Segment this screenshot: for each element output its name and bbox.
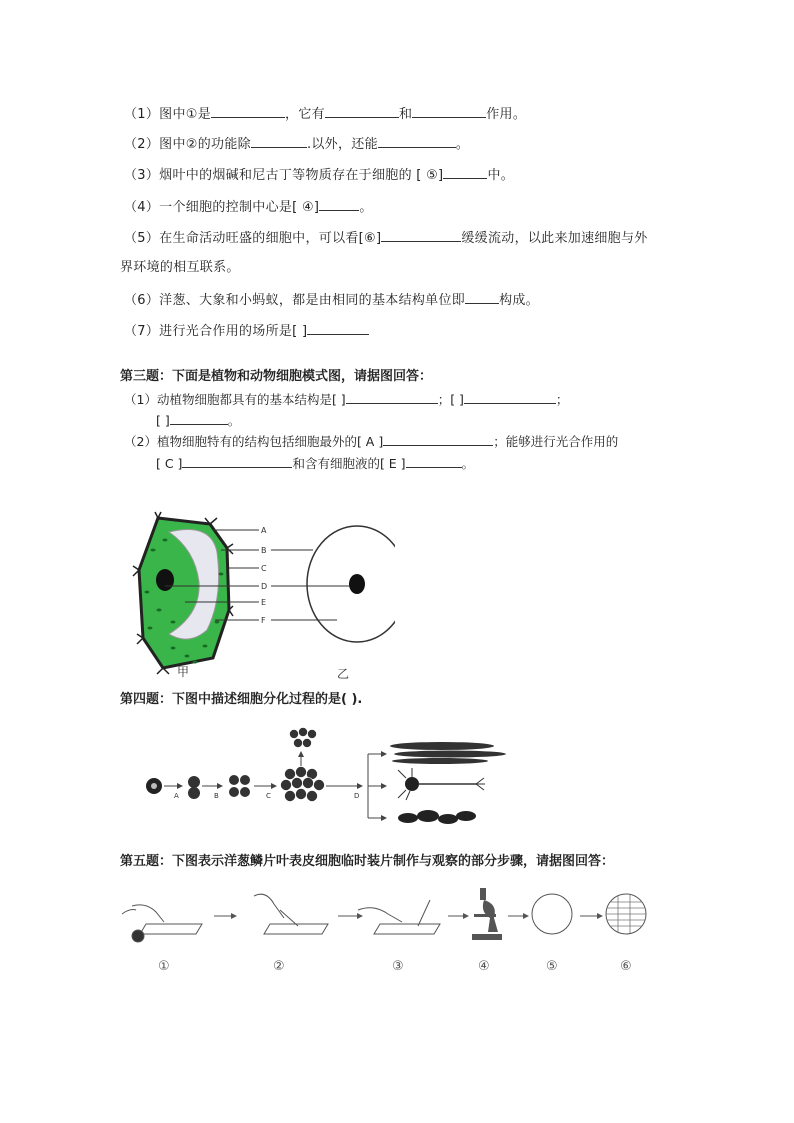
step-label-2: ②	[273, 959, 285, 974]
step-label-4: ④	[478, 959, 490, 974]
answer-blank[interactable]	[211, 103, 285, 118]
caption-animal: 乙	[337, 667, 350, 681]
q-text: 。	[227, 413, 241, 428]
answer-blank[interactable]	[170, 410, 228, 425]
answer-blank[interactable]	[443, 164, 487, 179]
step-label-3: ③	[392, 959, 404, 974]
cell-diagram	[125, 510, 395, 685]
q-text: （3）烟叶中的烟碱和尼古丁等物质存在于细胞的 [ ⑤]	[124, 168, 444, 183]
figure-label-f: F	[261, 616, 266, 625]
single-cell	[146, 778, 162, 794]
blank-view-circle	[532, 894, 572, 934]
q-text: ；[ ]	[437, 392, 464, 407]
question-2-3	[124, 164, 514, 186]
q-text: 和	[398, 107, 413, 122]
figure-label-c: C	[261, 564, 267, 573]
answer-blank[interactable]	[307, 320, 369, 335]
q-text: 。	[461, 456, 475, 471]
two-cells	[188, 776, 200, 799]
q-text: （7）进行光合作用的场所是[ ]	[124, 324, 308, 339]
q-text: 缓缓流动，以此来加速细胞与外	[461, 231, 648, 246]
question-3-2	[124, 431, 618, 451]
step-label-5: ⑤	[546, 959, 558, 974]
question-2-5	[124, 227, 648, 249]
epithelial-tissue	[398, 810, 476, 824]
question-2-2	[124, 133, 469, 155]
branching-bracket	[368, 754, 386, 818]
answer-blank[interactable]	[251, 133, 307, 148]
arrow-label-d: D	[354, 792, 360, 800]
answer-blank[interactable]	[412, 103, 486, 118]
answer-blank[interactable]	[378, 133, 456, 148]
q-text: 构成。	[499, 293, 539, 308]
four-cells	[229, 775, 250, 797]
question-3-1-cont	[156, 410, 240, 430]
arrow-label-c: C	[266, 792, 271, 800]
microscope-icon	[472, 888, 502, 940]
q-text: ；	[555, 392, 569, 407]
step-2-figure	[254, 894, 328, 934]
q-text: 。	[359, 200, 373, 215]
q-text: 。	[455, 137, 470, 152]
animal-nucleus	[349, 574, 365, 594]
answer-blank[interactable]	[381, 227, 461, 242]
figure-label-a: A	[261, 526, 267, 535]
cell-view-circle	[606, 894, 646, 934]
answer-blank[interactable]	[325, 103, 399, 118]
q-text: （4）一个细胞的控制中心是[ ④]	[124, 200, 320, 215]
q-text: （5）在生命活动旺盛的细胞中，可以看[⑥]	[124, 231, 382, 246]
question-2-5-cont	[120, 258, 240, 278]
q-text: （1）图中①是	[124, 107, 212, 122]
answer-blank[interactable]	[346, 389, 438, 404]
figure-label-d: D	[261, 582, 268, 591]
answer-blank[interactable]	[319, 196, 359, 211]
slide-preparation-steps	[118, 884, 678, 976]
muscle-tissue	[390, 742, 506, 764]
question-3-2-cont	[156, 453, 474, 473]
q-text: （2）植物细胞特有的结构包括细胞最外的[ A ]	[124, 434, 384, 449]
answer-blank[interactable]	[464, 389, 556, 404]
question-2-4	[124, 196, 373, 218]
answer-blank[interactable]	[383, 431, 493, 446]
figure-label-e: E	[261, 598, 267, 607]
q-text: .	[306, 137, 312, 152]
cell-cluster	[281, 767, 325, 802]
q-text: ；能够进行光合作用的	[493, 434, 619, 449]
section-5-heading: 第五题：下图表示洋葱鳞片叶表皮细胞临时装片制作与观察的部分步骤，请据图回答：	[120, 854, 615, 869]
q-text: [ C ]	[156, 456, 183, 471]
step-1-figure	[122, 905, 202, 942]
cell-differentiation-figure	[140, 720, 520, 832]
question-2-1	[124, 103, 526, 125]
section-4-heading: 第四题：下图中描述细胞分化过程的是( ).	[120, 692, 363, 707]
q-text: [ ]	[156, 413, 170, 428]
question-2-6	[124, 289, 539, 311]
step-3-figure	[358, 900, 440, 934]
caption-plant: 甲	[177, 665, 190, 679]
q-text: 以外，还能	[311, 137, 378, 152]
q-text: （1）动植物细胞都具有的基本结构是[ ]	[124, 392, 346, 407]
q-text: ，它有	[285, 107, 325, 122]
q-text: 和含有细胞液的[ E ]	[292, 456, 406, 471]
figure-label-b: B	[261, 546, 267, 555]
arrow-label-a: A	[174, 792, 179, 800]
nerve-cell	[398, 768, 485, 800]
plant-nucleus	[156, 569, 174, 591]
arrow-label-b: B	[214, 792, 219, 800]
q-text: 界环境的相互联系。	[120, 260, 240, 275]
q-text: （2）图中②的功能除	[124, 137, 251, 152]
section-3-heading: 第三题：下面是植物和动物细胞模式图，请据图回答：	[120, 369, 433, 384]
answer-blank[interactable]	[182, 453, 292, 468]
q-text: （6）洋葱、大象和小蚂蚁，都是由相同的基本结构单位即	[124, 293, 466, 308]
q-text: 中。	[487, 168, 515, 183]
step-label-1: ①	[158, 959, 170, 974]
answer-blank[interactable]	[406, 453, 462, 468]
question-2-7	[124, 320, 369, 342]
upper-cluster	[290, 728, 317, 748]
plant-cell	[133, 512, 233, 674]
question-3-1	[124, 389, 568, 409]
answer-blank[interactable]	[465, 289, 499, 304]
q-text: 作用。	[486, 107, 527, 122]
step-label-6: ⑥	[620, 959, 632, 974]
